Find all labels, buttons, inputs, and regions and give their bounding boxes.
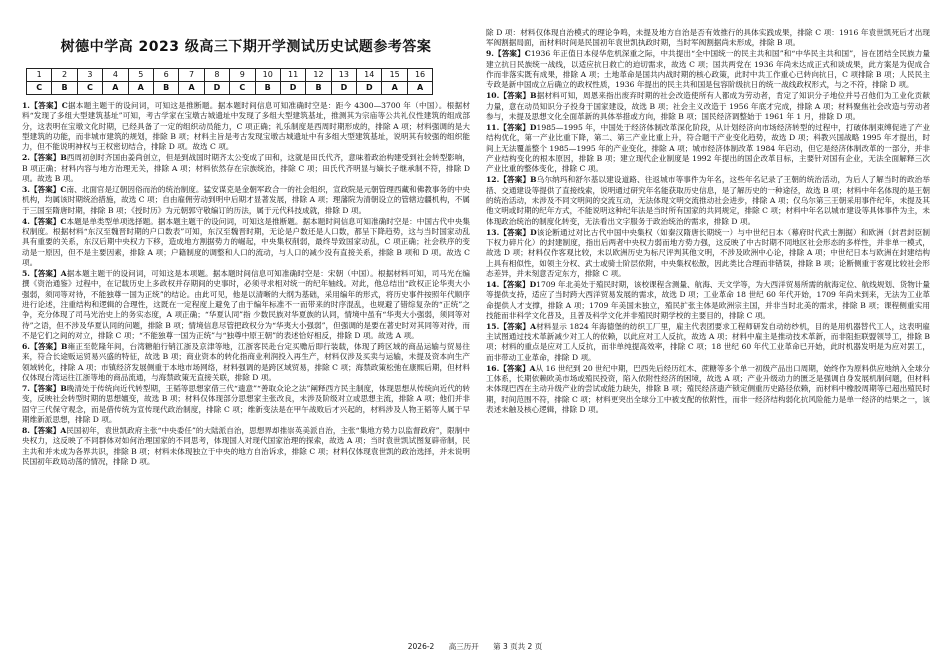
answer-item	[486, 364, 930, 416]
answer-item	[22, 153, 470, 184]
answer-item-label: 13.【答案】D	[486, 227, 537, 237]
answer-number-cell: 1	[27, 69, 52, 82]
footer-page: 第 3 页共 2 页	[493, 642, 543, 651]
answer-number-cell: 10	[255, 69, 280, 82]
answer-number-cell: 7	[179, 69, 204, 82]
answer-number-cell: 12	[306, 69, 331, 82]
answer-number-row	[27, 69, 433, 82]
answer-item-label: 7.【答案】B	[22, 383, 67, 393]
answer-item-text: 1709 年北美处于殖民时期，该校课程含测量、航海、天文学等，为大西洋贸易所需的航海定位、航线规划、货物计量等提供支持，适应了当时跨大西洋贸易发展的需求，故选 D 项；工业革命 18 世纪 60 年代开始，1709 年尚未到来，无法为工业革命提供人才支撑，排除 A 项；1709 年美国未独立，殖民扩张主体是欧洲宗主国，并非当时北美的需求，排除 B 项；课程侧重实用技能而非科学文化普及，且普及科学文化并非殖民时期学校的主要目的，排除 C 项。	[486, 279, 930, 320]
answer-item-label: 16.【答案】A	[486, 363, 536, 373]
answer-letter-cell: A	[382, 82, 407, 95]
answer-item-text: 据本题主题干的设问词，可知这是本项题。据本题时间信息可知准确时空是：宋朝（中国）。根据材料可知，司马光在编撰《资治通鉴》过程中，在记载历史上多政权并存期间的史事时，必须寻求相对统一的纪年轴线。对此，他总结出“政权正论华夷大小强弱，须同等对待，不能独尊一国为正统”的结论。由此可见，他是以清晰的大纲为基础，采用编年的形式，将历史事件按照年代顺序进行论述，注重结构和逻辑的合理性，这既在一定程度上避免了由于编年标准不一而带来的时序混乱，也规避了错综复杂的“正统”之争，充分体现了司马光治史上的务实态度，A 项正确；“华夏认同”指 少数民族对华夏族的认同，情境中虽有“华夷大小强弱，须同等对待”之语，但不涉及华夏认同的问题，排除 B 项；情境信息尽管把政权分为“华夷大小强弱”，但强调的是要在著史时对其同等对待，而不是它们之间的对立，排除 C 项；“不能独尊一国为正统”与“独尊中原王朝”的表述恰好相反，排除 D 项。故选 A 项。	[22, 268, 470, 340]
answer-item	[22, 185, 470, 216]
answer-item-label: 8.【答案】A	[22, 425, 67, 435]
answer-letter-cell: D	[204, 82, 229, 95]
answer-number-cell: 11	[280, 69, 305, 82]
answer-item	[486, 228, 930, 280]
answer-item-text: 本题是单类型单项选择题。据本题主题干的设问词，可知这是推断题。据本题时间信息可知准确时空是：中国古代中央集权制度。根据材料“东汉至魏晋时期的户口数表”可知，东汉至魏晋时期，无论是户数还是人口数，都呈下降趋势，这与当时国家动乱具有重要的关系，东汉后期中央权力下移，造成地方割据势力的崛起，中央集权削弱，最终导致国家动乱，C 项正确；社会秩序的变动是一原因，但不是主要因素，排除 A 项；户籍制度的调整和人口的流动，与人口的减少没有直接关系，排除 B 项和 D 项。故选 C 项。	[22, 216, 470, 267]
answer-item	[486, 28, 930, 49]
answer-number-cell: 6	[153, 69, 178, 82]
answer-item-label: 14.【答案】D	[486, 279, 537, 289]
answer-item	[486, 175, 930, 227]
answer-item-label: 15.【答案】A	[486, 321, 537, 331]
answer-number-cell: 16	[407, 69, 432, 82]
answer-letter-cell: C	[230, 82, 255, 95]
answer-item-text: 西周初创时齐国由姜尚创立，但是到战国时期齐太公变成了田和，这就是田氏代齐，意味着政治构建受到社会转型影响，B 项正确；材料内容与地方治理无关，排除 A 项；材料依然存在宗族统治，排除 C 项；田氏代齐明显与嫡长子继承制不符，排除 D 项。故选 B 项。	[22, 153, 470, 183]
answer-item	[486, 280, 930, 321]
answer-item-text: 1936 年正值日本侵华危机深重之际，中共提出“全中国统一的民主共和国”和“中华民主共和国”，旨在团结全民族力量建立抗日民族统一战线，以适应抗日救亡的迫切需求，故选 C 项；国共两党在 1936 年尚未达成正式和谈成果，此方案是为促成合作而非落实既有成果，排除 A 项；土地革命是国共内战时期的核心政策，此时中共工作重心已转向抗日，C 项排除 B 项；人民民主专政是新中国成立后确立的政权性质，1936 年提出的民主共和国是包容阶级抗日的统一战线政权形式，与之不符，排除 D 项。	[486, 49, 930, 90]
answer-number-cell: 13	[331, 69, 356, 82]
answer-letter-cell: A	[128, 82, 153, 95]
answer-letter-cell: B	[52, 82, 77, 95]
answer-number-cell: 5	[128, 69, 153, 82]
answer-number-cell: 3	[77, 69, 102, 82]
footer-date: 2026-2	[407, 642, 435, 651]
answer-item	[486, 123, 930, 175]
answer-item-text: 乌尔纳玛和舒尔基以建设道路、往返城市等事件为年名，这些年名记录了王朝的统治活动，为后人了解当时的政治举措、交通建设等提供了直接线索，说明通过研究年名能获取历史信息，是了解历史的一种途径，故选 B 项；材料中年名体现的是王朝的统治活动，未涉及不同文明间的交流互动，无法体现文明交流推动社会进步，排除 A 项；仅乌尔第三王朝采用事件纪年，未提及其他文明或时期的纪年方式，不能说明这种纪年法是当时所有国家的共同规定，排除 C 项；材料中年名以城市建设等具体事件为主，未体现政治统治的制度化转变，无法看出文字服务于政治统治的需求，排除 D 项。	[486, 175, 930, 226]
answer-item-label: 4.【答案】C	[22, 216, 67, 226]
answer-letter-cell: C	[77, 82, 102, 95]
answer-item-label: 6.【答案】B	[22, 341, 68, 351]
answer-item-label: 5.【答案】A	[22, 268, 67, 278]
answer-item-text: 民国初年，袁世凯政府主张“中央委任”的大陆派自治，思想界却推崇英美派自治，主张“集地方势力以监督政府”，限制中央权力，这反映了不同群体对如何治理国家的不同思考，体现国人对现代国家治理的探索，故选 A 项；当时袁世凯试图复辟帝制，民主共和并未成为各界共识，排除 B 项；材料未体现独立于中央的地方自治诉求，排除 C 项；材料仅体现袁世凯的政治选择，并未说明民国初年政局动荡的情况，排除 D 项。	[22, 425, 470, 466]
left-answer-list	[22, 101, 470, 468]
answer-item-text: 材料显示 1824 年海德堡的纺织工厂里，雇主代表团要求工程师研发自动纺纱机，目的是用机器替代工人，这表明雇主试图通过技术革新减少对工人的依赖，以此应对工人反抗，故选 A 项；材料中雇主是推动技术革新，而非阻拒联盟领导工，排除 B 项；材料的重点是应对工人反抗，而非单纯提高效率，排除 C 项；18 世纪 60 年代工业革命已开始，此时机器发明是为应对罢工，而非带动工业革命，排除 D 项。	[486, 321, 930, 362]
answer-item	[22, 342, 470, 383]
right-answer-list	[486, 28, 930, 416]
answer-letter-row	[27, 82, 433, 95]
answer-item	[22, 426, 470, 467]
answer-table	[26, 68, 433, 95]
answer-item-text: 该论断通过对比古代中国中央集权（如秦汉隋唐长期统一）与中世纪日本（幕府时代武士割据）和欧洲（封君封臣制下权力碎片化）的封建制度，指出后两者中央权力弱而地方势力强，这反映了中古时期不同地区社会形态的多样性，并非单一模式，故选 D 项；材料仅作客观比较，未以欧洲历史为标尺评判其他文明，不涉及欧洲中心论，排除 A 项；中世纪日本与欧洲在封建结构上具有相似性，如领主分权、武士或骑士阶层依附，中央集权松散，因此类比合理而非错误，排除 B 项；论断侧重于客观比较社会形态差异，并未刻意否定东方，排除 C 项。	[486, 227, 931, 278]
answer-number-cell: 15	[382, 69, 407, 82]
answer-item-text: 除 D 项：材料仅体现自治模式的理论争鸣，未提及地方自治是否有效推行的具体实践成果，排除 C 项：1916 年袁世凯死后才出现军阀割据局面，而材料时间是民国初年袁世凯执政时期，当时军阀割据尚未形成，排除 B 项。	[486, 28, 930, 48]
answer-number-cell: 2	[52, 69, 77, 82]
footer-grade: 高三历开	[448, 642, 479, 651]
answer-letter-cell: B	[306, 82, 331, 95]
answer-number-cell: 8	[204, 69, 229, 82]
answer-letter-cell: B	[153, 82, 178, 95]
answer-item-label: 1.【答案】C	[22, 101, 68, 110]
answer-letter-cell: A	[179, 82, 204, 95]
answer-item	[22, 269, 470, 341]
answer-item-label: 12.【答案】B	[486, 175, 537, 185]
page-title: 树德中学高 2023 级高三下期开学测试历史试题参考答案	[60, 39, 432, 55]
answer-item	[486, 322, 930, 363]
answer-item	[486, 49, 930, 90]
answer-number-cell: 4	[103, 69, 128, 82]
answer-letter-cell: C	[27, 82, 52, 95]
answer-item-text: 从 16 世纪到 20 世纪中期，巴西先后经历红木、蔗糖等多个单一初级产品出口周期，始终作为原料供应地纳入全球分工体系，长期依赖欧美市场或殖民投资，陷入依附性经济的困境，故选 A 项；产业升级动力的匮乏是强调自身发展机制问题，但材料未体现巴西在主动升级产业的尝试或能力缺失，排除 B 项；殖民经济遗产锁定侧重历史路径依赖，而材料中橡胶周期等已超出殖民时期，时间范围不符，排除 C 项；材料更突出全球分工中被支配的依附性，而非一经济结构弱化抗风险能力是单一经济的结果之一，该表述未触及核心逻辑，排除 D 项。	[486, 363, 930, 415]
answer-item-label: 11.【答案】D	[486, 122, 537, 132]
answer-letter-cell: A	[103, 82, 128, 95]
answer-number-cell: 9	[230, 69, 255, 82]
answer-item	[22, 217, 470, 269]
answer-number-cell: 14	[357, 69, 382, 82]
answer-item-text: 据材料可知，周恩来指出废弃时期的社会改造使所有人都成为劳动者，肯定了知识分子地位并号召他们为工业化贡献力量，意在动员知识分子投身于国家建设，故选 B 项；社会主义改造于 1956 年底才完成，排除 A 项；材料聚焦社会改造与劳动者参与，未提及思想文化全面革新的具体举措或方向，排除 B 项；国民经济调整始于 1961 年 1 月，排除 D 项。	[486, 91, 930, 121]
answer-item	[22, 384, 470, 425]
page-footer	[0, 641, 950, 652]
answer-item-label: 10.【答案】B	[486, 91, 537, 101]
answer-item-text: 南、北面官是辽朝因俗而治的统治制度。猛安谋克是金朝军政合一的社会组织，宣政院是元朝管理西藏和佛教事务的中央机构，均属该时期统治措施，故选 C 项；自由雇佣劳动到明中后期才显著发展，排除 A 项；理藩院为清朝设立的管辖边疆机构，不属于三国至隋唐时期，排除 B 项；《授时历》为元朝郭守敬编订的历法，属于元代科技成就，排除 D 项。	[22, 184, 470, 215]
answer-item-label: 9.【答案】C	[486, 49, 531, 59]
answer-letter-cell: D	[357, 82, 382, 95]
answer-letter-cell: A	[407, 82, 432, 95]
answer-item-text: 晚清处于传统向近代转型期，王韬等思想家借三代“遗意”“善取众论之法”阐释西方民主制度，体现思想从传统向近代的转变，反映社会转型时期的思想嬗变，故选 B 项；材料仅体现部分思想家主张改良，未涉及阶级对立或思想主流，排除 A 项；他们并非固守三代保守观念，而是借传统为宣传现代政治制度，排除 C 项；维新变法是在甲午战败后才兴起的，材料涉及人物王韬等人属于早期维新派思想，排除 D 项。	[22, 383, 470, 424]
answer-item-label: 2.【答案】B	[22, 153, 67, 163]
answer-letter-cell: D	[331, 82, 356, 95]
answer-item-label: 3.【答案】C	[22, 184, 67, 194]
answer-item	[486, 91, 930, 122]
answer-item-text: 据本题主题干的设问词，可知这是推断题。据本题时间信息可知准确时空是：距今 4300—3700 年（中国）。根据材料“发现了多组大型建筑基址”可知，考古学家在宝墩古城遗址中发现了多组大型建筑基址，推测其为宗庙等公共礼仪性建筑的组成部分，这表明在宝墩文化时期，已经具备了一定的组织动员能力，C 项正确；礼乐制度是西周时期形成的，排除 A 项；材料强调的是大型建筑的功能，而非城市建筑的规划，排除 B 项；材料主旨是考古发现宝墩古城遗址中有多组大型建筑基址，说明其有较强的组织能力，但不能说明神权与王权密切结合，排除 D 项。故选 C 项。	[22, 101, 470, 152]
answer-letter-cell: B	[255, 82, 280, 95]
answer-item-text: 雍正至乾隆年间，台湾糖舶行销江浙及京津等地，江浙客民赴台定买赡后即行装载，体现了跨区域的商品运输与贸易往来，符合长途贩运贸易兴盛的特征，故选 B 项；商业资本的转化指商业利润投入再生产，材料仅涉及买卖与运输，未提及资本向生产领域转化，排除 A 项；市镇经济发展侧重于本地市场网络，材料强调的是跨区域贸易，排除 C 项；海禁政策松弛在康熙后期，但材料仅体现台湾运往江浙等地的商品流通，与海禁政策无直接关联，排除 D 项。	[22, 341, 470, 382]
answer-item	[22, 101, 470, 153]
answer-letter-cell: D	[280, 82, 305, 95]
answer-item-text: 1985—1995 年，中国处于经济体制改革深化阶段，从计划经济向市场经济转型的过程中，打破体制束缚促进了产业结构优化，第一产业比重下降，第二、第三产业比重上升，符合题干产业变化趋势，故选 D 项；科教兴国战略 1995 年才提出，时间上无法覆盖整个 1985—1995 年的产业变化，排除 A 项；城市经济体制改革 1984 年启动，但它是经济体制改革的一部分，并非产业结构变化的根本原因，排除 B 项；建立现代企业制度是 1992 年提出的国企改革目标，主要针对国有企业，无法全面解释三次产业比重的整体变化，排除 C 项。	[486, 122, 931, 174]
